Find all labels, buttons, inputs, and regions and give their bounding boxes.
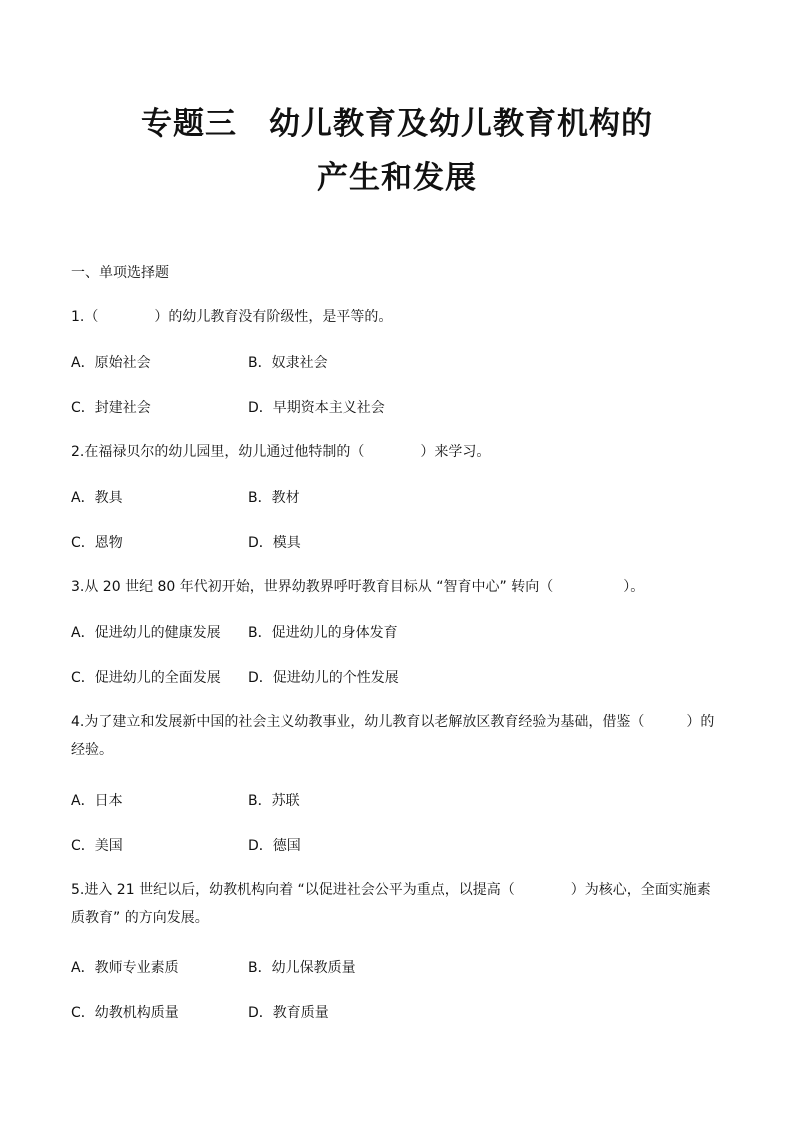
question-5-option-d: D．教育质量 [248,1005,329,1021]
question-3-option-d: D．促进幼儿的个性发展 [248,670,399,686]
question-1-option-d: D．早期资本主义社会 [248,400,385,416]
question-2-option-b: B．教材 [248,490,300,506]
page-title-line-1: 专题三 幼儿教育及幼儿教育机构的 [141,106,653,142]
question-2-options-row-1 [71,487,723,507]
question-5-option-c: C．幼教机构质量 [71,1005,179,1021]
question-4-options-row-2 [71,835,723,855]
question-4-option-b: B．苏联 [248,793,300,809]
question-2-option-c: C．恩物 [71,535,123,551]
question-5-option-b: B．幼儿保教质量 [248,960,356,976]
question-5-options-row-1 [71,957,723,977]
section-heading: 一、单项选择题 [71,265,169,281]
question-3-option-a: A．促进幼儿的健康发展 [71,625,221,641]
question-1-options-row-2 [71,397,723,417]
question-4-options-row-1 [71,790,723,810]
question-3-options-row-2 [71,667,723,687]
question-3-options-row-1 [71,622,723,642]
question-4-option-c: C．美国 [71,838,123,854]
question-5-stem: 5.进入 21 世纪以后，幼教机构向着 “以促进社会公平为重点，以提高（ ）为核心，全面实施素质教育” 的方向发展。 [71,882,711,926]
question-3-stem: 3.从 20 世纪 80 年代初开始，世界幼教界呼吁教育目标从 “智育中心” 转向（ ）。 [71,579,645,595]
question-4-stem: 4.为了建立和发展新中国的社会主义幼教事业，幼儿教育以老解放区教育经验为基础，借鉴（ ）的经验。 [71,714,715,758]
question-2-option-d: D．模具 [248,535,301,551]
question-2-option-a: A．教具 [71,490,123,506]
question-2-stem: 2.在福禄贝尔的幼儿园里，幼儿通过他特制的（ ）来学习。 [71,444,491,460]
question-3-option-c: C．促进幼儿的全面发展 [71,670,221,686]
question-4-option-d: D．德国 [248,838,301,854]
question-1-stem: 1.（ ）的幼儿教育没有阶级性，是平等的。 [71,309,393,325]
question-4-option-a: A．日本 [71,793,123,809]
page-title-line-2: 产生和发展 [317,160,477,196]
question-5-options-row-2 [71,1002,723,1022]
question-3-option-b: B．促进幼儿的身体发育 [248,625,398,641]
question-1-options-row-1 [71,352,723,372]
question-1-option-a: A．原始社会 [71,355,151,371]
question-1-option-b: B．奴隶社会 [248,355,328,371]
question-1-option-c: C．封建社会 [71,400,151,416]
question-5-option-a: A．教师专业素质 [71,960,179,976]
question-2-options-row-2 [71,532,723,552]
